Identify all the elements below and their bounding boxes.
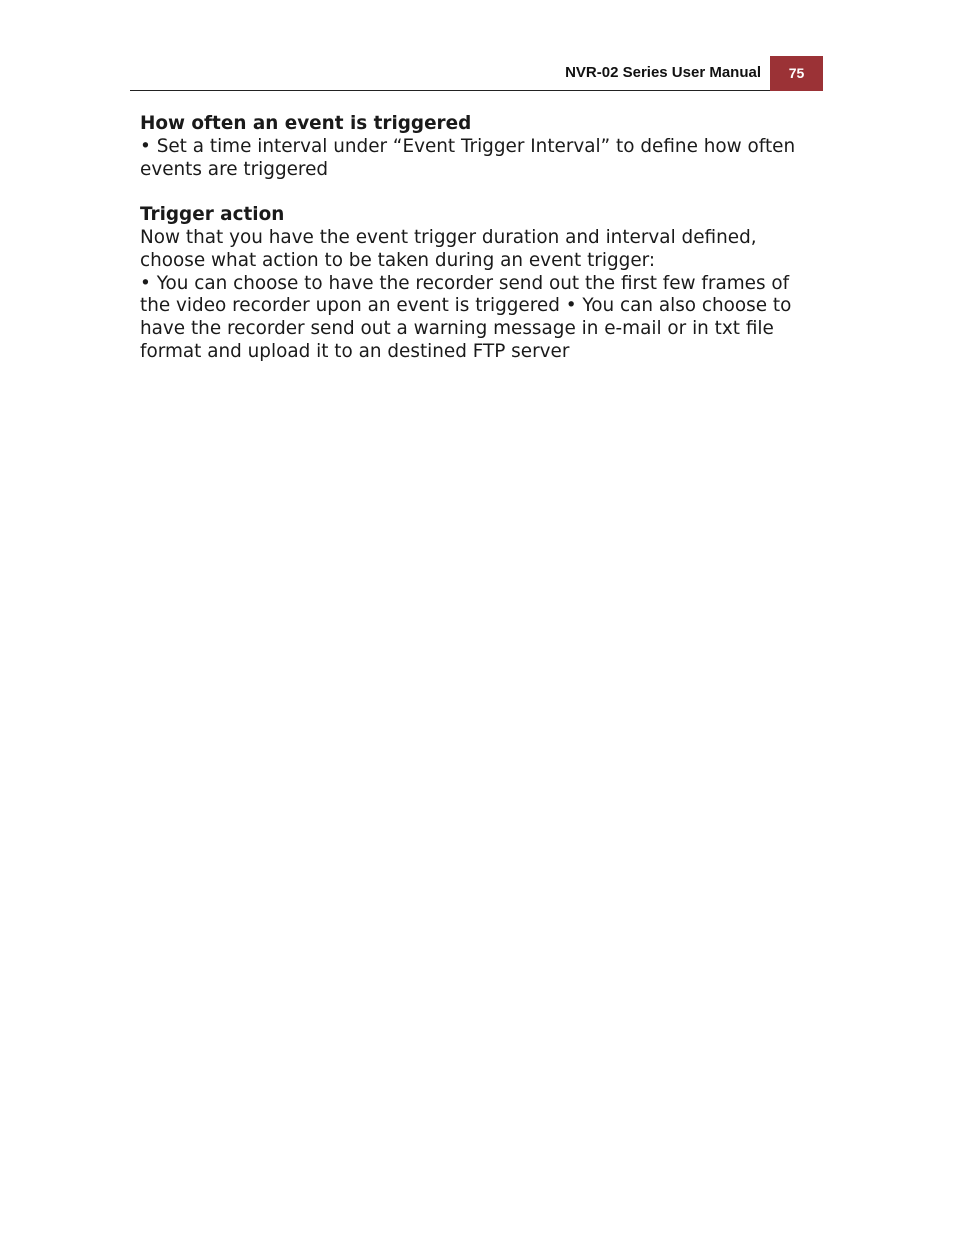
page-body [140,113,830,364]
document-title: NVR-02 Series User Manual [565,64,761,81]
body-line: Now that you have the event trigger duration and interval defined, [140,226,757,248]
section-trigger-action [140,204,830,364]
section-event-trigger-frequency [140,113,830,181]
body-line: format and upload it to an destined FTP server [140,340,570,362]
header-divider [130,90,770,91]
body-line: have the recorder send out a warning message in e-mail or in txt file [140,318,774,340]
section-heading: Trigger action [140,204,285,226]
page-header [130,56,823,91]
body-line: • You can choose to have the recorder send out the first few frames of [140,272,790,294]
section-heading: How often an event is triggered [140,113,472,134]
body-line: • Set a time interval under “Event Trigger Interval” to define how often [140,135,796,157]
body-line: the video recorder upon an event is triggered • You can also choose to [140,295,792,317]
body-line: choose what action to be taken during an event trigger: [140,249,656,271]
page-number-badge: 75 [770,56,823,91]
body-line: events are triggered [140,158,329,180]
paragraph-spacer [140,181,830,204]
